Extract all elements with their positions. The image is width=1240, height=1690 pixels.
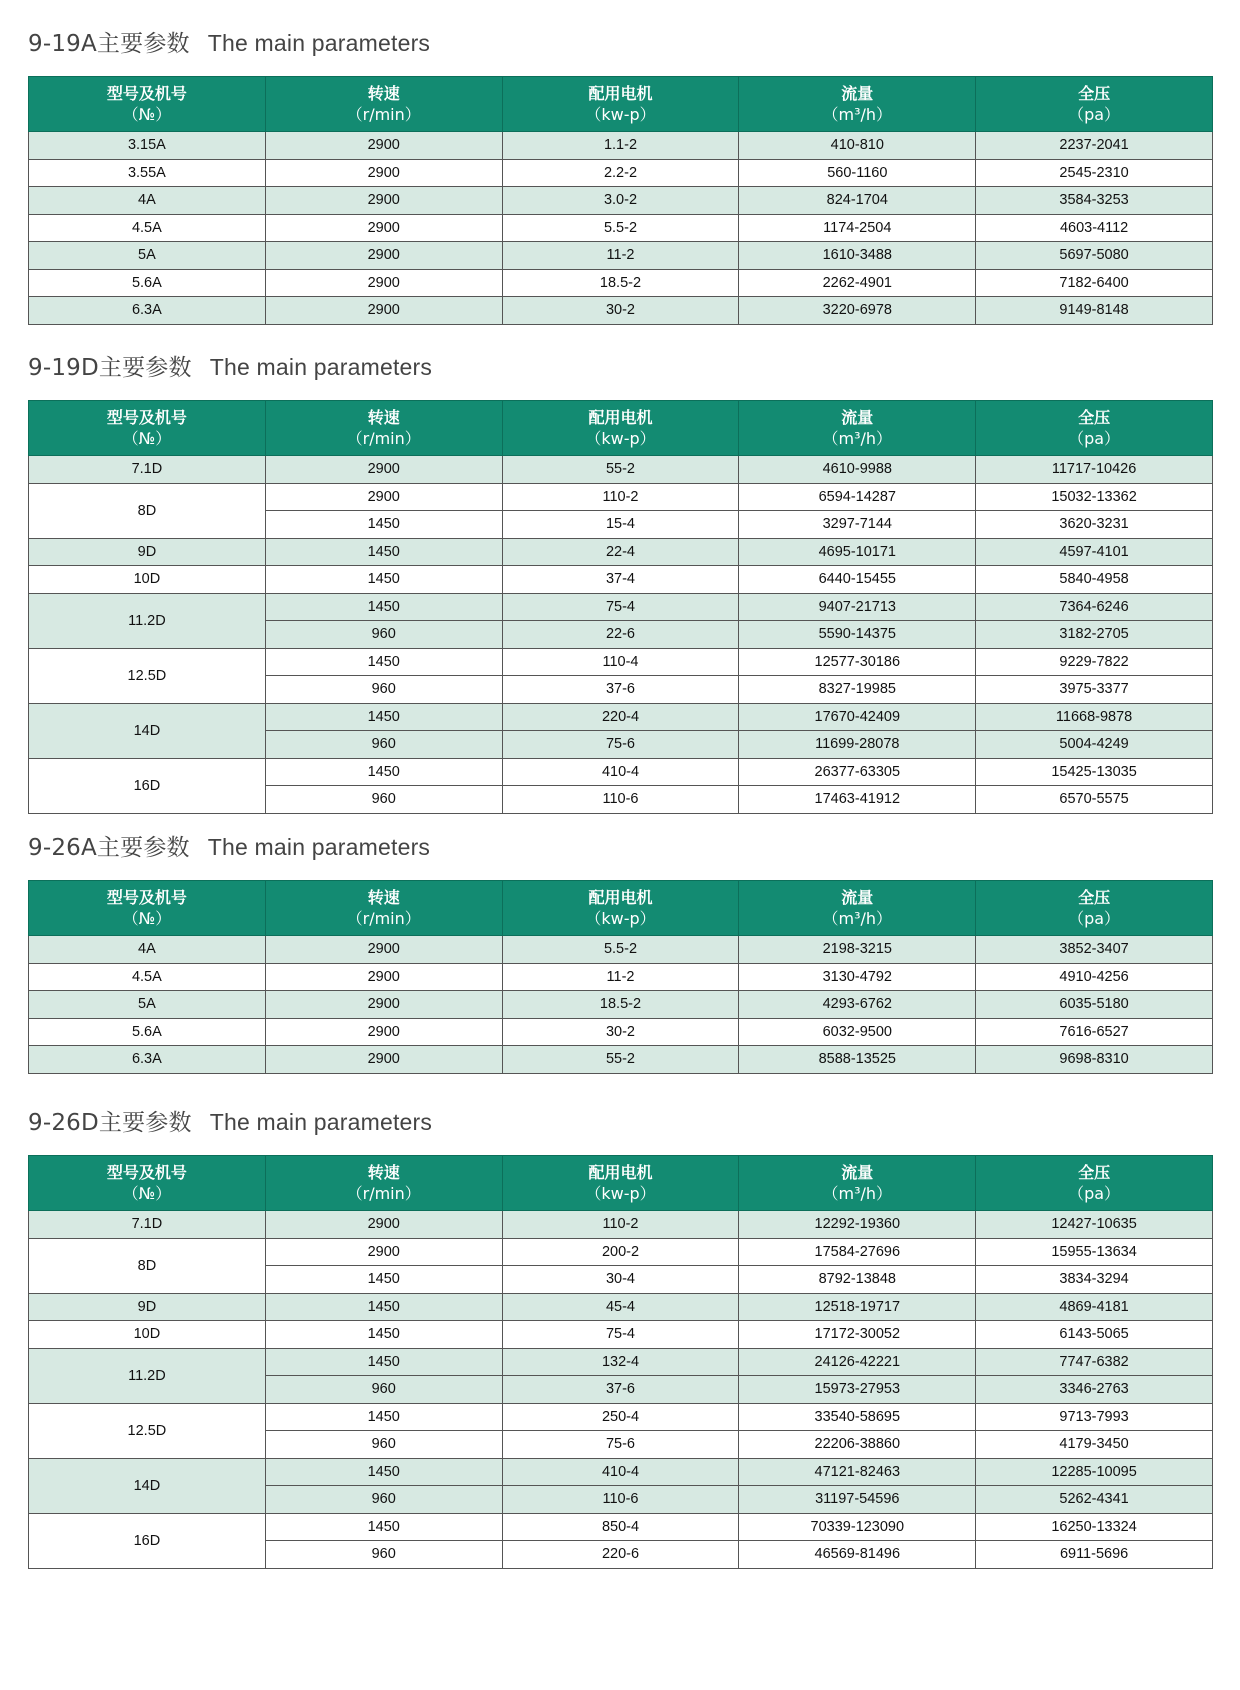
column-header-label: 转速 bbox=[367, 84, 400, 103]
table-cell: 6570-5575 bbox=[976, 786, 1213, 814]
section-title bbox=[28, 350, 1212, 384]
column-header bbox=[976, 1156, 1213, 1211]
table-header-row bbox=[29, 401, 1213, 456]
column-header-unit: （m³/h） bbox=[822, 105, 893, 124]
model-cell: 8D bbox=[29, 1238, 266, 1293]
column-header-label: 流量 bbox=[841, 1163, 874, 1182]
table-cell: 11-2 bbox=[502, 963, 739, 991]
column-header-label: 型号及机号 bbox=[106, 1163, 187, 1182]
table-cell: 55-2 bbox=[502, 456, 739, 484]
model-cell: 14D bbox=[29, 703, 266, 758]
table-cell: 30-2 bbox=[502, 297, 739, 325]
table-cell: 1610-3488 bbox=[739, 242, 976, 270]
table-row bbox=[29, 187, 1213, 215]
table-cell: 15425-13035 bbox=[976, 758, 1213, 786]
section-title bbox=[28, 1105, 1212, 1139]
model-cell: 14D bbox=[29, 1458, 266, 1513]
table-row bbox=[29, 456, 1213, 484]
table-cell: 6.3A bbox=[29, 297, 266, 325]
table-cell: 3852-3407 bbox=[976, 936, 1213, 964]
table-cell: 250-4 bbox=[502, 1403, 739, 1431]
model-cell: 9D bbox=[29, 538, 266, 566]
column-header-label: 型号及机号 bbox=[106, 888, 187, 907]
table-cell: 1450 bbox=[265, 758, 502, 786]
column-header-unit: （m³/h） bbox=[822, 429, 893, 448]
table-row bbox=[29, 1348, 1213, 1376]
table-cell: 5004-4249 bbox=[976, 731, 1213, 759]
table-cell: 12292-19360 bbox=[739, 1211, 976, 1239]
table-cell: 33540-58695 bbox=[739, 1403, 976, 1431]
table-cell: 2.2-2 bbox=[502, 159, 739, 187]
table-cell: 3220-6978 bbox=[739, 297, 976, 325]
table-cell: 3584-3253 bbox=[976, 187, 1213, 215]
table-cell: 960 bbox=[265, 1431, 502, 1459]
table-cell: 16250-13324 bbox=[976, 1513, 1213, 1541]
table-cell: 1450 bbox=[265, 648, 502, 676]
section-title-cn: 9-26A主要参数 bbox=[28, 835, 190, 861]
section-title-en: The main parameters bbox=[209, 1109, 433, 1135]
table-cell: 1450 bbox=[265, 538, 502, 566]
table-row bbox=[29, 566, 1213, 594]
table-header-row bbox=[29, 77, 1213, 132]
column-header-label: 配用电机 bbox=[588, 84, 653, 103]
table-cell: 22206-38860 bbox=[739, 1431, 976, 1459]
table-cell: 960 bbox=[265, 676, 502, 704]
table-row bbox=[29, 214, 1213, 242]
column-header-unit: （r/min） bbox=[346, 909, 421, 928]
model-cell: 7.1D bbox=[29, 456, 266, 484]
table-cell: 22-4 bbox=[502, 538, 739, 566]
table-cell: 6035-5180 bbox=[976, 991, 1213, 1019]
table-cell: 1450 bbox=[265, 511, 502, 539]
column-header-label: 配用电机 bbox=[588, 1163, 653, 1182]
section-9-26a bbox=[28, 830, 1212, 1068]
table-cell: 5.6A bbox=[29, 269, 266, 297]
section-title-en: The main parameters bbox=[207, 30, 431, 56]
table-cell: 3.15A bbox=[29, 132, 266, 160]
table-cell: 12577-30186 bbox=[739, 648, 976, 676]
table-cell: 1450 bbox=[265, 1458, 502, 1486]
column-header-label: 转速 bbox=[367, 888, 400, 907]
table-cell: 37-4 bbox=[502, 566, 739, 594]
table-cell: 37-6 bbox=[502, 676, 739, 704]
column-header-label: 配用电机 bbox=[588, 408, 653, 427]
column-header bbox=[976, 401, 1213, 456]
model-cell: 7.1D bbox=[29, 1211, 266, 1239]
table-cell: 1174-2504 bbox=[739, 214, 976, 242]
table-cell: 1450 bbox=[265, 1403, 502, 1431]
section-title bbox=[28, 830, 1212, 864]
table-cell: 5.5-2 bbox=[502, 214, 739, 242]
column-header-unit: （m³/h） bbox=[822, 909, 893, 928]
table-cell: 1450 bbox=[265, 1293, 502, 1321]
column-header bbox=[739, 881, 976, 936]
table-cell: 8792-13848 bbox=[739, 1266, 976, 1294]
table-cell: 9407-21713 bbox=[739, 593, 976, 621]
table-row bbox=[29, 991, 1213, 1019]
column-header-unit: （kw-p） bbox=[585, 105, 656, 124]
table-cell: 5A bbox=[29, 991, 266, 1019]
table-cell: 2900 bbox=[265, 159, 502, 187]
column-header bbox=[265, 1156, 502, 1211]
table-cell: 17172-30052 bbox=[739, 1321, 976, 1349]
params-table bbox=[28, 880, 1213, 1074]
table-cell: 2237-2041 bbox=[976, 132, 1213, 160]
column-header bbox=[29, 881, 266, 936]
table-cell: 3.0-2 bbox=[502, 187, 739, 215]
table-cell: 1450 bbox=[265, 1348, 502, 1376]
table-cell: 6440-15455 bbox=[739, 566, 976, 594]
table-row bbox=[29, 1458, 1213, 1486]
table-cell: 11668-9878 bbox=[976, 703, 1213, 731]
table-cell: 6032-9500 bbox=[739, 1018, 976, 1046]
table-row bbox=[29, 1403, 1213, 1431]
table-row bbox=[29, 483, 1213, 511]
table-row bbox=[29, 1513, 1213, 1541]
table-cell: 11717-10426 bbox=[976, 456, 1213, 484]
column-header bbox=[739, 77, 976, 132]
table-cell: 7364-6246 bbox=[976, 593, 1213, 621]
column-header bbox=[265, 401, 502, 456]
column-header-unit: （№） bbox=[122, 429, 172, 448]
table-cell: 3182-2705 bbox=[976, 621, 1213, 649]
table-cell: 5697-5080 bbox=[976, 242, 1213, 270]
table-cell: 4293-6762 bbox=[739, 991, 976, 1019]
table-cell: 220-6 bbox=[502, 1541, 739, 1569]
table-cell: 2900 bbox=[265, 1238, 502, 1266]
table-cell: 4603-4112 bbox=[976, 214, 1213, 242]
column-header-label: 全压 bbox=[1078, 408, 1111, 427]
table-cell: 2900 bbox=[265, 132, 502, 160]
table-cell: 5.6A bbox=[29, 1018, 266, 1046]
column-header-unit: （kw-p） bbox=[585, 1184, 656, 1203]
model-cell: 12.5D bbox=[29, 1403, 266, 1458]
table-row bbox=[29, 132, 1213, 160]
column-header bbox=[265, 881, 502, 936]
table-cell: 70339-123090 bbox=[739, 1513, 976, 1541]
table-cell: 5.5-2 bbox=[502, 936, 739, 964]
params-table bbox=[28, 1155, 1213, 1569]
table-cell: 1450 bbox=[265, 566, 502, 594]
section-9-19a bbox=[28, 26, 1212, 319]
table-cell: 18.5-2 bbox=[502, 269, 739, 297]
table-row bbox=[29, 648, 1213, 676]
model-cell: 8D bbox=[29, 483, 266, 538]
model-cell: 16D bbox=[29, 1513, 266, 1568]
column-header-unit: （m³/h） bbox=[822, 1184, 893, 1203]
column-header-label: 全压 bbox=[1078, 888, 1111, 907]
table-cell: 17584-27696 bbox=[739, 1238, 976, 1266]
table-cell: 960 bbox=[265, 1541, 502, 1569]
table-row bbox=[29, 1238, 1213, 1266]
table-cell: 3620-3231 bbox=[976, 511, 1213, 539]
table-cell: 2900 bbox=[265, 936, 502, 964]
table-cell: 2198-3215 bbox=[739, 936, 976, 964]
table-row bbox=[29, 1018, 1213, 1046]
model-cell: 11.2D bbox=[29, 1348, 266, 1403]
table-cell: 8327-19985 bbox=[739, 676, 976, 704]
column-header-label: 流量 bbox=[841, 888, 874, 907]
table-cell: 960 bbox=[265, 1486, 502, 1514]
table-cell: 75-4 bbox=[502, 1321, 739, 1349]
column-header-unit: （№） bbox=[122, 1184, 172, 1203]
column-header-label: 型号及机号 bbox=[106, 408, 187, 427]
table-cell: 2900 bbox=[265, 483, 502, 511]
column-header-unit: （r/min） bbox=[346, 105, 421, 124]
params-table bbox=[28, 400, 1213, 814]
table-cell: 2900 bbox=[265, 1211, 502, 1239]
table-cell: 26377-63305 bbox=[739, 758, 976, 786]
table-cell: 960 bbox=[265, 731, 502, 759]
table-cell: 2900 bbox=[265, 1046, 502, 1074]
column-header-unit: （r/min） bbox=[346, 1184, 421, 1203]
table-cell: 3297-7144 bbox=[739, 511, 976, 539]
table-cell: 110-2 bbox=[502, 1211, 739, 1239]
table-cell: 2900 bbox=[265, 214, 502, 242]
table-cell: 132-4 bbox=[502, 1348, 739, 1376]
column-header-label: 转速 bbox=[367, 408, 400, 427]
table-cell: 4910-4256 bbox=[976, 963, 1213, 991]
table-cell: 2545-2310 bbox=[976, 159, 1213, 187]
table-cell: 37-6 bbox=[502, 1376, 739, 1404]
table-cell: 3346-2763 bbox=[976, 1376, 1213, 1404]
table-cell: 22-6 bbox=[502, 621, 739, 649]
table-row bbox=[29, 297, 1213, 325]
table-cell: 5840-4958 bbox=[976, 566, 1213, 594]
column-header bbox=[502, 401, 739, 456]
table-cell: 8588-13525 bbox=[739, 1046, 976, 1074]
table-row bbox=[29, 269, 1213, 297]
table-cell: 4610-9988 bbox=[739, 456, 976, 484]
table-cell: 4695-10171 bbox=[739, 538, 976, 566]
table-cell: 55-2 bbox=[502, 1046, 739, 1074]
table-row bbox=[29, 963, 1213, 991]
table-cell: 4869-4181 bbox=[976, 1293, 1213, 1321]
table-cell: 3.55A bbox=[29, 159, 266, 187]
column-header-label: 配用电机 bbox=[588, 888, 653, 907]
section-title-cn: 9-19A主要参数 bbox=[28, 31, 190, 57]
table-cell: 6.3A bbox=[29, 1046, 266, 1074]
column-header-unit: （kw-p） bbox=[585, 909, 656, 928]
table-row bbox=[29, 593, 1213, 621]
table-cell: 2900 bbox=[265, 269, 502, 297]
table-cell: 2900 bbox=[265, 1018, 502, 1046]
table-cell: 30-2 bbox=[502, 1018, 739, 1046]
table-cell: 3834-3294 bbox=[976, 1266, 1213, 1294]
table-cell: 12285-10095 bbox=[976, 1458, 1213, 1486]
column-header-unit: （№） bbox=[122, 105, 172, 124]
table-cell: 110-2 bbox=[502, 483, 739, 511]
table-cell: 4A bbox=[29, 936, 266, 964]
table-cell: 11-2 bbox=[502, 242, 739, 270]
section-9-19d bbox=[28, 350, 1212, 808]
column-header-label: 流量 bbox=[841, 408, 874, 427]
table-cell: 1450 bbox=[265, 1513, 502, 1541]
section-title bbox=[28, 26, 1212, 60]
table-cell: 46569-81496 bbox=[739, 1541, 976, 1569]
section-9-26d bbox=[28, 1105, 1212, 1563]
model-cell: 10D bbox=[29, 1321, 266, 1349]
table-cell: 824-1704 bbox=[739, 187, 976, 215]
table-cell: 960 bbox=[265, 786, 502, 814]
column-header-unit: （pa） bbox=[1068, 105, 1121, 124]
table-cell: 18.5-2 bbox=[502, 991, 739, 1019]
section-title-en: The main parameters bbox=[207, 834, 431, 860]
column-header-unit: （r/min） bbox=[346, 429, 421, 448]
table-cell: 6143-5065 bbox=[976, 1321, 1213, 1349]
table-cell: 6594-14287 bbox=[739, 483, 976, 511]
table-cell: 410-810 bbox=[739, 132, 976, 160]
table-cell: 850-4 bbox=[502, 1513, 739, 1541]
table-cell: 9149-8148 bbox=[976, 297, 1213, 325]
table-cell: 2900 bbox=[265, 991, 502, 1019]
column-header bbox=[502, 881, 739, 936]
table-cell: 5A bbox=[29, 242, 266, 270]
section-title-cn: 9-26D主要参数 bbox=[28, 1110, 192, 1136]
table-cell: 30-4 bbox=[502, 1266, 739, 1294]
table-cell: 5590-14375 bbox=[739, 621, 976, 649]
table-cell: 3130-4792 bbox=[739, 963, 976, 991]
column-header bbox=[739, 401, 976, 456]
table-row bbox=[29, 703, 1213, 731]
column-header-label: 全压 bbox=[1078, 1163, 1111, 1182]
table-cell: 15955-13634 bbox=[976, 1238, 1213, 1266]
table-cell: 1450 bbox=[265, 1321, 502, 1349]
table-header-row bbox=[29, 881, 1213, 936]
column-header-unit: （pa） bbox=[1068, 429, 1121, 448]
table-cell: 45-4 bbox=[502, 1293, 739, 1321]
column-header bbox=[29, 77, 266, 132]
table-cell: 12427-10635 bbox=[976, 1211, 1213, 1239]
table-cell: 7616-6527 bbox=[976, 1018, 1213, 1046]
table-cell: 2900 bbox=[265, 297, 502, 325]
column-header-label: 流量 bbox=[841, 84, 874, 103]
table-cell: 75-4 bbox=[502, 593, 739, 621]
table-cell: 1450 bbox=[265, 1266, 502, 1294]
model-cell: 11.2D bbox=[29, 593, 266, 648]
table-row bbox=[29, 538, 1213, 566]
table-cell: 4A bbox=[29, 187, 266, 215]
table-cell: 11699-28078 bbox=[739, 731, 976, 759]
table-row bbox=[29, 1211, 1213, 1239]
table-row bbox=[29, 1293, 1213, 1321]
column-header-unit: （pa） bbox=[1068, 909, 1121, 928]
table-cell: 4597-4101 bbox=[976, 538, 1213, 566]
table-cell: 47121-82463 bbox=[739, 1458, 976, 1486]
table-cell: 2900 bbox=[265, 456, 502, 484]
table-cell: 17670-42409 bbox=[739, 703, 976, 731]
table-cell: 110-6 bbox=[502, 1486, 739, 1514]
column-header-label: 型号及机号 bbox=[106, 84, 187, 103]
table-cell: 2262-4901 bbox=[739, 269, 976, 297]
column-header bbox=[265, 77, 502, 132]
table-cell: 1.1-2 bbox=[502, 132, 739, 160]
column-header-unit: （№） bbox=[122, 909, 172, 928]
table-cell: 560-1160 bbox=[739, 159, 976, 187]
table-cell: 6911-5696 bbox=[976, 1541, 1213, 1569]
table-cell: 1450 bbox=[265, 703, 502, 731]
table-row bbox=[29, 242, 1213, 270]
column-header-unit: （kw-p） bbox=[585, 429, 656, 448]
column-header bbox=[502, 77, 739, 132]
table-cell: 31197-54596 bbox=[739, 1486, 976, 1514]
table-cell: 2900 bbox=[265, 963, 502, 991]
table-row bbox=[29, 936, 1213, 964]
model-cell: 9D bbox=[29, 1293, 266, 1321]
table-row bbox=[29, 1046, 1213, 1074]
table-cell: 960 bbox=[265, 621, 502, 649]
column-header bbox=[976, 77, 1213, 132]
column-header bbox=[739, 1156, 976, 1211]
section-title-cn: 9-19D主要参数 bbox=[28, 355, 192, 381]
table-cell: 15973-27953 bbox=[739, 1376, 976, 1404]
table-cell: 15032-13362 bbox=[976, 483, 1213, 511]
table-cell: 75-6 bbox=[502, 1431, 739, 1459]
section-title-en: The main parameters bbox=[209, 354, 433, 380]
table-row bbox=[29, 758, 1213, 786]
table-cell: 17463-41912 bbox=[739, 786, 976, 814]
table-cell: 3975-3377 bbox=[976, 676, 1213, 704]
table-cell: 7182-6400 bbox=[976, 269, 1213, 297]
column-header bbox=[29, 1156, 266, 1211]
table-cell: 12518-19717 bbox=[739, 1293, 976, 1321]
model-cell: 12.5D bbox=[29, 648, 266, 703]
table-cell: 9229-7822 bbox=[976, 648, 1213, 676]
table-cell: 200-2 bbox=[502, 1238, 739, 1266]
table-cell: 9713-7993 bbox=[976, 1403, 1213, 1431]
table-row bbox=[29, 1321, 1213, 1349]
table-header-row bbox=[29, 1156, 1213, 1211]
table-row bbox=[29, 159, 1213, 187]
table-cell: 4179-3450 bbox=[976, 1431, 1213, 1459]
table-cell: 4.5A bbox=[29, 963, 266, 991]
table-cell: 15-4 bbox=[502, 511, 739, 539]
table-cell: 220-4 bbox=[502, 703, 739, 731]
table-cell: 410-4 bbox=[502, 1458, 739, 1486]
table-cell: 7747-6382 bbox=[976, 1348, 1213, 1376]
table-cell: 2900 bbox=[265, 242, 502, 270]
table-cell: 24126-42221 bbox=[739, 1348, 976, 1376]
table-cell: 110-4 bbox=[502, 648, 739, 676]
column-header bbox=[976, 881, 1213, 936]
table-cell: 1450 bbox=[265, 593, 502, 621]
table-cell: 75-6 bbox=[502, 731, 739, 759]
column-header-label: 全压 bbox=[1078, 84, 1111, 103]
column-header-label: 转速 bbox=[367, 1163, 400, 1182]
column-header-unit: （pa） bbox=[1068, 1184, 1121, 1203]
column-header bbox=[502, 1156, 739, 1211]
params-table bbox=[28, 76, 1213, 325]
table-cell: 960 bbox=[265, 1376, 502, 1404]
table-cell: 2900 bbox=[265, 187, 502, 215]
model-cell: 10D bbox=[29, 566, 266, 594]
table-cell: 5262-4341 bbox=[976, 1486, 1213, 1514]
model-cell: 16D bbox=[29, 758, 266, 813]
table-cell: 110-6 bbox=[502, 786, 739, 814]
column-header bbox=[29, 401, 266, 456]
table-cell: 4.5A bbox=[29, 214, 266, 242]
table-cell: 410-4 bbox=[502, 758, 739, 786]
table-cell: 9698-8310 bbox=[976, 1046, 1213, 1074]
